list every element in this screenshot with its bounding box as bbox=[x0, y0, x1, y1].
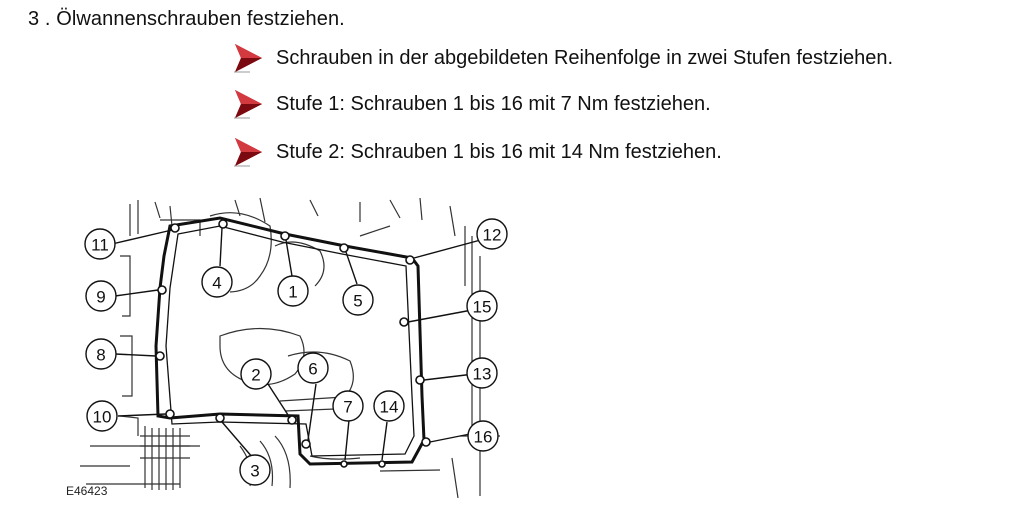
callout-label: 5 bbox=[353, 291, 363, 311]
callout-label: 12 bbox=[482, 225, 502, 245]
figure-code: E46423 bbox=[66, 484, 108, 498]
callout-label: 4 bbox=[212, 273, 222, 293]
callout-label: 14 bbox=[379, 397, 399, 417]
instruction-item bbox=[232, 42, 893, 74]
callout-label: 9 bbox=[96, 287, 106, 307]
callout-label: 3 bbox=[250, 461, 260, 481]
callout-label: 1 bbox=[288, 282, 298, 302]
callout-label: 16 bbox=[473, 427, 493, 447]
instruction-text: Schrauben in der abgebildeten Reihenfolge in zwei Stufen festziehen. bbox=[276, 46, 894, 69]
instruction-item bbox=[232, 136, 722, 168]
instruction-item bbox=[232, 88, 711, 120]
bolt-markers bbox=[156, 220, 430, 467]
callout-leaders bbox=[112, 228, 488, 460]
oil-pan-bolt-diagram bbox=[60, 196, 520, 498]
callout-label: 13 bbox=[472, 364, 492, 384]
callout-label: 7 bbox=[343, 397, 353, 417]
callout-label: 11 bbox=[91, 235, 109, 255]
red-arrow-bullet-icon bbox=[232, 136, 264, 168]
callout-label: 10 bbox=[92, 407, 112, 427]
red-arrow-bullet-icon bbox=[232, 42, 264, 74]
instruction-text: Stufe 2: Schrauben 1 bis 16 mit 14 Nm festziehen. bbox=[276, 140, 722, 163]
step-title: 3 . Ölwannenschrauben festziehen. bbox=[28, 8, 345, 30]
callout-circles bbox=[85, 219, 507, 485]
callout-label: 2 bbox=[251, 365, 261, 385]
oil-pan-outline bbox=[156, 218, 424, 464]
callout-label: 8 bbox=[96, 345, 106, 365]
instruction-text: Stufe 1: Schrauben 1 bis 16 mit 7 Nm festziehen. bbox=[276, 92, 711, 115]
red-arrow-bullet-icon bbox=[232, 88, 264, 120]
callout-label: 15 bbox=[472, 297, 492, 317]
callout-label: 6 bbox=[308, 359, 318, 379]
